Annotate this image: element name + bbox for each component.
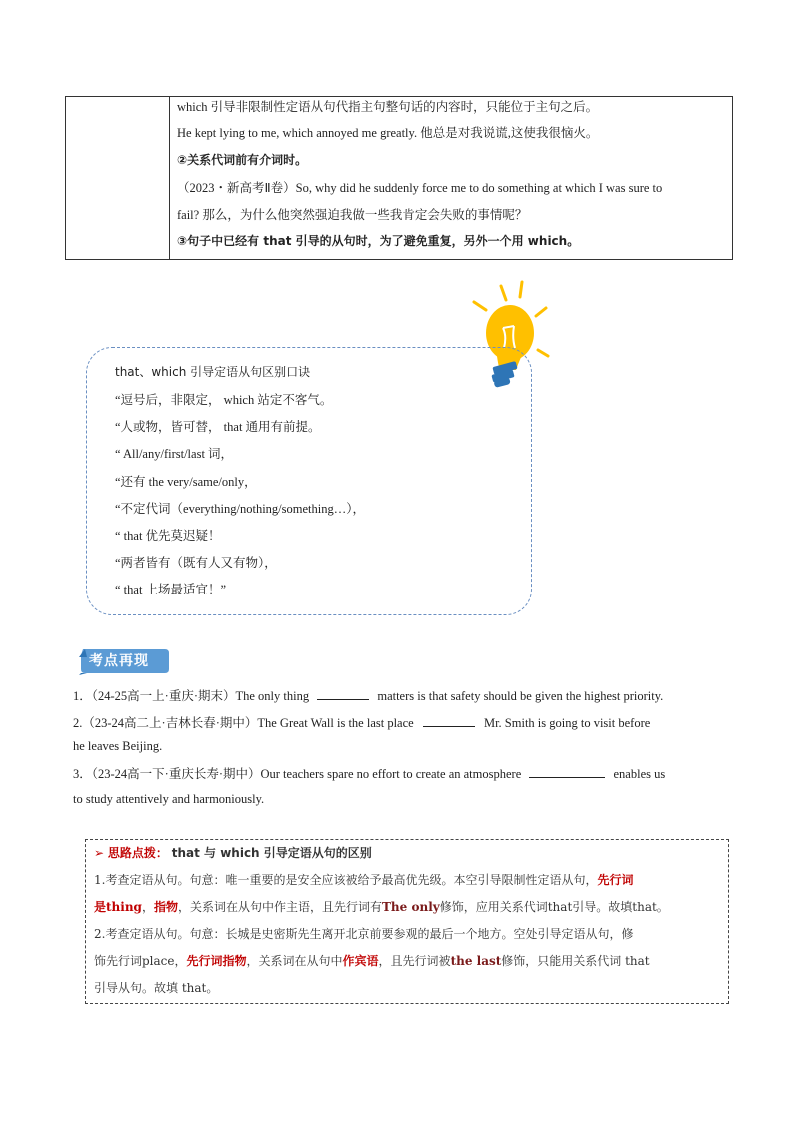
analysis-highlight: 指物 [153,900,178,914]
mnemonic-line: “ that 上场最适宜！” [115,583,227,594]
table-line-5: fail? 那么，为什么他突然强迫我做一些我肯定会失败的事情呢？ [177,208,528,222]
analysis-header-title: that 与 which 引导定语从句的区别 [171,846,372,860]
question-2-prefix: 2.（23-24高二上·吉林长春·期中）The Great Wall is the last place [73,716,414,730]
question-1-suffix: matters is that safety should be given the highest priority. [377,689,664,703]
answer-blank-1[interactable] [317,687,369,700]
mnemonic-line: “ that 优先莫迟疑！ [115,529,221,543]
analysis-highlight: 是thing [94,900,142,914]
analysis-text: ， [141,900,154,914]
mnemonic-line: “两者皆有（既有人又有物）， [115,556,277,570]
answer-blank-3[interactable] [529,765,605,778]
question-2-suffix: Mr. Smith is going to visit before [483,716,651,730]
table-divider [169,97,170,259]
analysis-text: ，关系词在从句中作主语，且先行词有 [177,900,382,914]
arrow-icon: ➢ [94,846,105,860]
analysis-text: 修饰，应用关系代词that引导。故填that。 [439,900,669,914]
analysis-line-3: 2.考查定语从句。句意：长城是史密斯先生离开北京前要参观的最后一个地方。空处引导定语从句，修 [94,927,634,941]
question-3-suffix: enables us [613,767,666,781]
section-tag [79,647,167,673]
mnemonic-line: “逗号后，非限定， which 站定不客气。 [115,393,333,407]
table-line-1: which 引导非限制性定语从句代指主句整句话的内容时，只能位于主句之后。 [177,100,599,114]
answer-blank-2[interactable] [423,714,475,727]
table-line-3: ②关系代词前有介词时。 [177,153,308,167]
analysis-box [85,839,729,1004]
mnemonic-line: “ All/any/first/last 词， [115,447,234,461]
analysis-line-2 [94,898,669,915]
analysis-highlight: 作宾语 [342,954,379,968]
grammar-table [65,96,733,260]
analysis-header [94,844,372,861]
analysis-text: 饰先行词place， [94,954,187,968]
analysis-text: 1.考查定语从句。句意：唯一重要的是安全应该被给予最高优先级。本空引导限制性定语从句， [94,873,598,887]
mnemonic-title: that、which 引导定语从句区别口诀 [115,365,311,379]
table-line-2: He kept lying to me, which annoyed me greatly. 他总是对我说谎,这使我很恼火。 [177,126,599,140]
question-3-continued: to study attentively and harmoniously. [73,792,265,806]
question-2 [73,713,650,731]
analysis-highlight: The only [382,900,440,914]
table-line-6: ③句子中已经有 that 引导的从句时，为了避免重复，另外一个用 which。 [177,234,580,248]
mnemonic-line: “不定代词（everything/nothing/something…）， [115,502,365,516]
analysis-line-5: 引导从句。故填 that。 [94,981,219,995]
analysis-text: ，且先行词被 [378,954,451,968]
question-3-prefix: 3．（23-24高一下·重庆长寿·期中）Our teachers spare no effort to create an atmosphere [73,767,522,781]
mnemonic-line: “人或物，皆可替， that 通用有前提。 [115,420,321,434]
question-1 [73,686,663,704]
analysis-text: ，关系词在从句中 [246,954,343,968]
analysis-line-1 [94,871,633,888]
table-line-4: （2023・新高考Ⅱ卷）So, why did he suddenly force me to do something at which I was sure to [177,181,663,195]
analysis-header-label: 思路点拨： [107,846,168,860]
analysis-text: 修饰，只能用关系代词 that [501,954,650,968]
analysis-highlight: 先行词 [597,873,634,887]
question-3 [73,764,665,782]
analysis-highlight: 先行词指物 [186,954,247,968]
mnemonic-line: “还有 the very/same/only， [115,475,257,489]
question-2-continued: he leaves Beijing. [73,739,163,753]
mnemonic-box [86,347,532,615]
section-tag-label: 考点再现 [89,653,149,669]
analysis-line-4 [94,952,650,969]
analysis-highlight: the last [450,954,502,968]
question-1-prefix: 1．（24-25高一上·重庆·期末）The only thing [73,689,310,703]
